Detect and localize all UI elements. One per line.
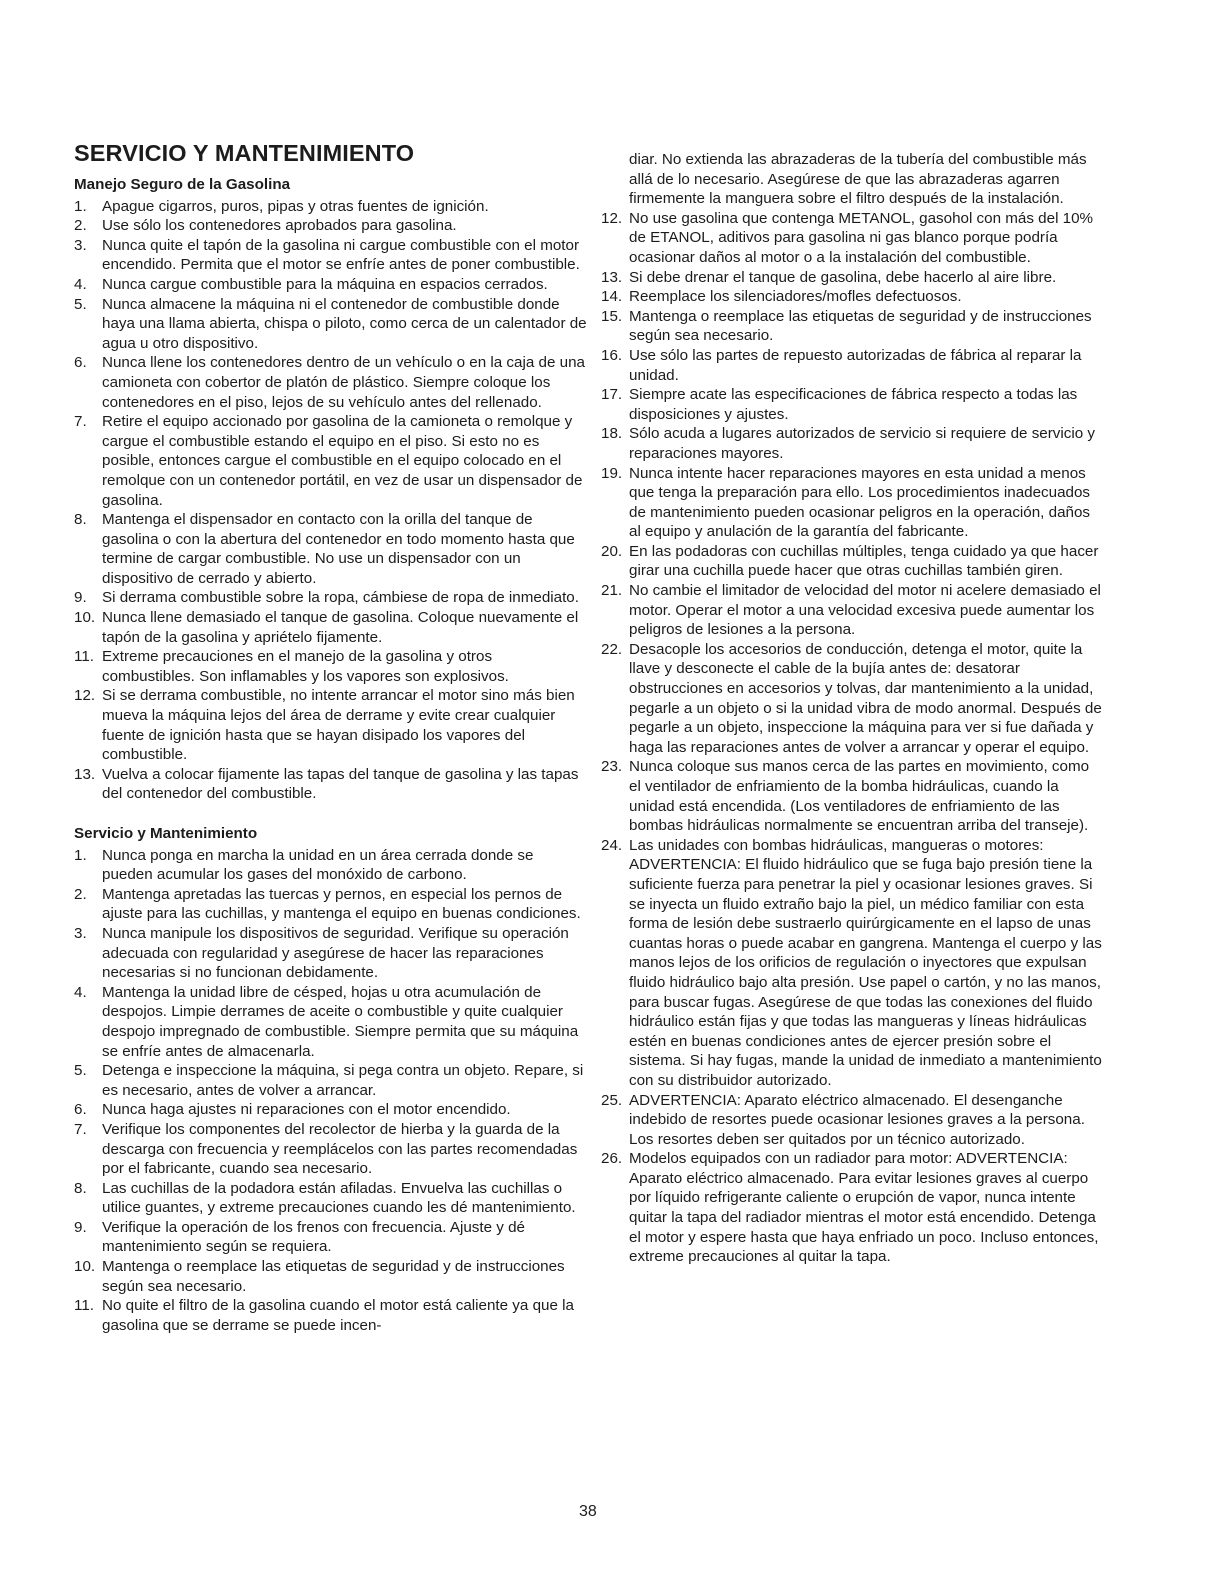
item-number: 6. — [74, 354, 87, 372]
list-item — [601, 542, 1105, 581]
item-list — [74, 197, 588, 804]
item-text: ADVERTENCIA: Aparato eléctrico almacenado. El desenganche indebido de resortes puede ocasionar lesiones graves a la persona. Los resortes deben ser quitados por un técnico autorizado. — [629, 1091, 1085, 1148]
item-text: Apague cigarros, puros, pipas y otras fuentes de ignición. — [102, 197, 489, 215]
item-number: 18. — [601, 425, 623, 443]
item-text: Vuelva a colocar fijamente las tapas del tanque de gasolina y las tapas del contenedor del combustible. — [102, 765, 579, 803]
list-item — [74, 412, 588, 510]
item-text: Nunca llene los contenedores dentro de un vehículo o en la caja de una camioneta con cobertor de platón de plástico. Siempre coloque los contenedores en el piso, lejos de su vehículo antes del rellenado. — [102, 354, 585, 411]
item-text: Nunca coloque sus manos cerca de las partes en movimiento, como el ventilador de enfriamiento de la bomba hidráulicas, cuando la unidad está encendida. (Los ventiladores de enfriamiento de las bombas hidráulicas normalmente se encuentran arriba del transeje). — [629, 758, 1090, 835]
item-text: No use gasolina que contenga METANOL, gasohol con más del 10% de ETANOL, aditivos para gasolina ni gas blanco porque podría ocasionar daños al motor o a la instalación del combustible. — [629, 209, 1094, 266]
section-safe-fuel-handling — [74, 175, 588, 804]
list-item — [601, 464, 1105, 542]
item-text: Nunca llene demasiado el tanque de gasolina. Coloque nuevamente el tapón de la gasolina y apriételo fijamente. — [102, 609, 579, 646]
item-number: 17. — [601, 386, 623, 404]
item-number: 4. — [74, 275, 87, 293]
indent-spacer — [601, 150, 629, 209]
item-text: Si debe drenar el tanque de gasolina, debe hacerlo al aire libre. — [629, 268, 1057, 286]
right-column — [601, 150, 1105, 1267]
list-item — [601, 1091, 1105, 1150]
item-text: Si derrama combustible sobre la ropa, cámbiese de ropa de inmediato. — [102, 589, 579, 607]
item-number: 7. — [74, 413, 87, 431]
list-item — [601, 640, 1105, 758]
section-heading: Manejo Seguro de la Gasolina — [74, 176, 291, 193]
page-number: 38 — [579, 1503, 597, 1520]
item-text: Nunca quite el tapón de la gasolina ni cargue combustible con el motor encendido. Permita que el motor se enfríe antes de poner combustible. — [102, 236, 580, 274]
item-number: 13. — [74, 765, 96, 783]
item-text: Mantenga la unidad libre de césped, hojas u otra acumulación de despojos. Limpie derrames de aceite o combustible y quite cualquier despojo impregnado de combustible. Siempre permita que su máquina se enfríe antes de almacenarla. — [102, 983, 579, 1060]
item-number: 23. — [601, 758, 623, 776]
item-text: Detenga e inspeccione la máquina, si pega contra un objeto. Repare, si es necesario, antes de volver a arrancar. — [102, 1062, 584, 1099]
item-number: 12. — [601, 209, 623, 227]
list-item — [601, 287, 1105, 307]
list-item — [74, 608, 588, 647]
list-item — [601, 307, 1105, 346]
list-item — [74, 686, 588, 764]
list-item — [601, 1149, 1105, 1267]
list-item — [74, 647, 588, 686]
list-item — [74, 983, 588, 1061]
item-number: 12. — [74, 687, 96, 705]
item-number: 8. — [74, 1179, 87, 1197]
list-item — [601, 424, 1105, 463]
item-number: 20. — [601, 542, 623, 560]
item-number: 5. — [74, 1062, 87, 1080]
list-item — [74, 1218, 588, 1257]
item-text: Desacople los accesorios de conducción, detenga el motor, quite la llave y desconecte el cable de la bujía antes de: desatorar obstrucciones en accesorios y tolvas, dar mantenimiento a la unidad, pegarle a un objeto o si la unidad vibra de modo anormal. Después de pegarle a un objeto, inspeccione la máquina para ver si fue dañada y haga las reparaciones antes de volver a arrancar y operar el equipo. — [629, 640, 1102, 756]
item-number: 4. — [74, 983, 87, 1001]
item-text: Nunca intente hacer reparaciones mayores en esta unidad a menos que tenga la preparación para ello. Los procedimientos inadecuados de mantenimiento pueden ocasionar peligros en la operación, daños al equipo y anulación de la garantía del fabricante. — [629, 464, 1091, 541]
list-item — [601, 385, 1105, 424]
item-number: 19. — [601, 464, 623, 482]
item-number: 15. — [601, 307, 623, 325]
item-text: Extreme precauciones en el manejo de la gasolina y otros combustibles. Son inflamables y los vapores son explosivos. — [102, 648, 509, 685]
item-number: 5. — [74, 295, 87, 313]
item-text: Use sólo los contenedores aprobados para gasolina. — [102, 217, 457, 235]
item-text: Las cuchillas de la podadora están afiladas. Envuelva las cuchillas o utilice guantes, y extreme precauciones cuando les dé mantenimiento. — [102, 1179, 576, 1217]
list-item — [74, 924, 588, 983]
list-item — [74, 353, 588, 412]
item-number: 1. — [74, 197, 87, 215]
list-item — [74, 1100, 588, 1120]
section-heading: Servicio y Mantenimiento — [74, 825, 258, 842]
list-item — [74, 588, 588, 608]
item-text: Nunca almacene la máquina ni el contenedor de combustible donde haya una llama abierta, chispa o piloto, como cerca de un calentador de agua u otro dispositivo. — [102, 295, 587, 352]
list-item — [601, 757, 1105, 835]
item-number: 9. — [74, 589, 87, 607]
item-list — [74, 846, 588, 1336]
list-item — [74, 765, 588, 804]
continuation-paragraph — [601, 150, 1105, 209]
list-item — [74, 275, 588, 295]
list-item — [74, 1257, 588, 1296]
list-item — [74, 1296, 588, 1335]
item-number: 1. — [74, 846, 87, 864]
item-text: Verifique la operación de los frenos con frecuencia. Ajuste y dé mantenimiento según se requiera. — [102, 1218, 525, 1256]
list-item — [601, 209, 1105, 268]
item-number: 3. — [74, 924, 87, 942]
list-item — [74, 1120, 588, 1179]
list-item — [601, 346, 1105, 385]
list-item — [74, 236, 588, 275]
list-item — [74, 885, 588, 924]
list-item — [74, 216, 588, 236]
list-item — [601, 268, 1105, 288]
list-item — [601, 581, 1105, 640]
item-text: Mantenga el dispensador en contacto con la orilla del tanque de gasolina o con la abertura del contenedor en todo momento hasta que termine de cargar combustible. No use un dispensador con un dispositivo de cerrado y abierto. — [102, 511, 575, 587]
item-text: Retire el equipo accionado por gasolina de la camioneta o remolque y cargue el combustible estando el equipo en el piso. Si esto no es posible, entonces cargue el combustible en el equipo colocado en el remolque con un contenedor portátil, en vez de usar un dispensador de gasolina. — [102, 413, 583, 509]
item-number: 21. — [601, 582, 623, 600]
item-number: 3. — [74, 236, 87, 254]
item-text: Si se derrama combustible, no intente arrancar el motor sino más bien mueva la máquina lejos del área de derrame y evite crear cualquier fuente de ignición hasta que se hayan disipado los vapores del combustible. — [102, 687, 575, 764]
item-list — [601, 209, 1105, 1267]
list-item — [74, 846, 588, 885]
item-number: 2. — [74, 885, 87, 903]
item-text: No quite el filtro de la gasolina cuando el motor está caliente ya que la gasolina que se derrame se puede incen- — [102, 1297, 574, 1334]
item-text: No cambie el limitador de velocidad del motor ni acelere demasiado el motor. Operar el motor a una velocidad excesiva puede aumentar los peligros de lesiones a la persona. — [629, 582, 1101, 639]
item-number: 16. — [601, 346, 623, 364]
list-item — [601, 836, 1105, 1091]
item-number: 11. — [74, 648, 94, 666]
item-text: Siempre acate las especificaciones de fábrica respecto a todas las disposiciones y ajustes. — [629, 386, 1078, 423]
item-text: Mantenga apretadas las tuercas y pernos, en especial los pernos de ajuste para las cuchillas, y mantenga el equipo en buenas condiciones. — [102, 885, 581, 923]
list-item — [74, 1061, 588, 1100]
item-text: Nunca manipule los dispositivos de seguridad. Verifique su operación adecuada con regularidad y asegúrese de hacer las reparaciones necesarias si no funcionan debidamente. — [102, 924, 569, 982]
continuation-text: diar. No extienda las abrazaderas de la tubería del combustible más allá de lo necesario. Asegúrese de que las abrazaderas agarren firmemente la manguera sobre el filtro después de la instalación. — [629, 151, 1087, 208]
item-text: Nunca ponga en marcha la unidad en un área cerrada donde se pueden acumular los gases del monóxido de carbono. — [102, 846, 534, 884]
item-text: Verifique los componentes del recolector de hierba y la guarda de la descarga con frecuencia y reemplácelos con las partes recomendadas por el fabricante, cuando sea necesario. — [102, 1120, 578, 1178]
item-text: En las podadoras con cuchillas múltiples, tenga cuidado ya que hacer girar una cuchilla puede hacer que otras cuchillas también giren. — [629, 542, 1099, 580]
page-title: SERVICIO Y MANTENIMIENTO — [74, 140, 415, 166]
item-number: 11. — [74, 1297, 94, 1315]
item-number: 10. — [74, 1258, 96, 1276]
item-number: 2. — [74, 217, 87, 235]
item-number: 10. — [74, 609, 96, 627]
item-text: Nunca haga ajustes ni reparaciones con el motor encendido. — [102, 1101, 511, 1119]
item-number: 14. — [601, 288, 623, 306]
list-item — [74, 197, 588, 217]
item-text: Use sólo las partes de repuesto autorizadas de fábrica al reparar la unidad. — [629, 346, 1082, 384]
section-service-maintenance — [74, 824, 588, 1335]
item-number: 7. — [74, 1120, 87, 1138]
item-text: Las unidades con bombas hidráulicas, mangueras o motores: ADVERTENCIA: El fluido hidráulico que se fuga bajo presión tiene la suficiente fuerza para penetrar la piel y ocasionar lesiones graves. Si se inyecta un fluido extraño bajo la piel, un médico familiar con esta forma de lesión debe sustraerlo quirúrgicamente en el lapso de unas cuantas horas o puede acabar en gangrena. Mantenga el cuerpo y las manos lejos de los orificios de regulación o inyectores que expulsan fluido hidráulico bajo alta presión. Use papel o cartón, y no las manos, para buscar fugas. Asegúrese de que todas las conexiones del fluido hidráulico están fijas y que todas las mangueras y líneas hidráulicas estén en buenas condiciones antes de ejercer presión sobre el sistema. Si hay fugas, mande la unidad de inmediato a mantenimiento con su distribuidor autorizado. — [629, 836, 1102, 1089]
item-text: Mantenga o reemplace las etiquetas de seguridad y de instrucciones según sea necesario. — [102, 1258, 565, 1295]
item-number: 25. — [601, 1091, 623, 1109]
item-number: 24. — [601, 836, 623, 854]
item-number: 26. — [601, 1150, 623, 1168]
item-number: 13. — [601, 268, 623, 286]
item-number: 22. — [601, 640, 623, 658]
list-item — [74, 510, 588, 588]
item-text: Nunca cargue combustible para la máquina en espacios cerrados. — [102, 275, 548, 293]
item-text: Reemplace los silenciadores/mofles defectuosos. — [629, 288, 962, 306]
item-text: Sólo acuda a lugares autorizados de servicio si requiere de servicio y reparaciones mayores. — [629, 425, 1095, 462]
left-column — [74, 175, 588, 1335]
item-number: 8. — [74, 511, 87, 529]
item-number: 6. — [74, 1101, 87, 1119]
item-text: Modelos equipados con un radiador para motor: ADVERTENCIA: Aparato eléctrico almacenado. Para evitar lesiones graves al cuerpo por líquido refrigerante caliente o erupción de vapor, nunca intente quitar la tapa del radiador mientras el motor está encendido. Detenga el motor y espere hasta que haya enfriado un poco. Incluso entonces, extreme precauciones al quitar la tapa. — [629, 1150, 1099, 1266]
list-item — [74, 295, 588, 354]
item-text: Mantenga o reemplace las etiquetas de seguridad y de instrucciones según sea necesario. — [629, 307, 1092, 345]
list-item — [74, 1179, 588, 1218]
item-number: 9. — [74, 1218, 87, 1236]
